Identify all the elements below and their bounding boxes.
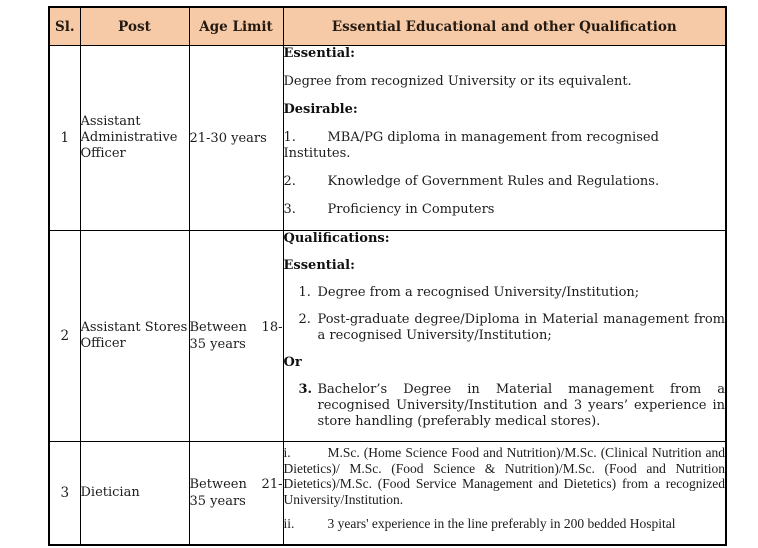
recruitment-posts-table xyxy=(48,6,727,546)
essential-heading: Essential: xyxy=(283,258,355,273)
item-text: 3 years' experience in the line preferably in 200 bedded Hospital xyxy=(327,516,676,531)
qualifications-heading: Qualifications: xyxy=(283,231,390,246)
item-number: 3. xyxy=(298,382,313,397)
or-heading: Or xyxy=(283,355,302,370)
item-text: Proficiency in Computers xyxy=(327,202,495,217)
item-number: ii. xyxy=(283,516,295,531)
desirable-item xyxy=(284,202,726,218)
desirable-item xyxy=(284,130,726,162)
age-limit-cell xyxy=(189,46,283,231)
age-limit-cell xyxy=(189,231,283,442)
item-number: 2. xyxy=(283,174,296,189)
item-text: Degree from a recognised University/Institution; xyxy=(317,285,640,300)
item-number: 1. xyxy=(298,285,311,300)
essential-heading: Essential: xyxy=(283,46,355,61)
item-text: Knowledge of Government Rules and Regulations. xyxy=(327,174,660,189)
post-cell: Dietician xyxy=(80,442,189,545)
header-cell-qualification: Essential Educational and other Qualification xyxy=(283,7,726,46)
item-text: M.Sc. (Home Science Food and Nutrition)/M.Sc. (Clinical Nutrition and Dietetics)/ M.Sc. (Food Science & Nutrition)/M.Sc. (Food and Nutrition Dietetics)/M.Sc. (Food Service Management and Dietetics) from a recognized University/Institution. xyxy=(283,445,725,507)
post-cell: Assistant Administrative Officer xyxy=(80,46,189,231)
essential-item xyxy=(284,285,726,301)
header-cell-sl: Sl. xyxy=(49,7,80,46)
qualification-cell xyxy=(283,46,726,231)
sl-cell: 2 xyxy=(49,231,80,442)
essential-item xyxy=(284,312,726,344)
age-limit-cell xyxy=(189,442,283,545)
age-line: 35 years xyxy=(189,493,246,509)
header-cell-age-limit: Age Limit xyxy=(189,7,283,46)
qualification-cell xyxy=(283,231,726,442)
qualification-item xyxy=(284,516,726,532)
item-text: MBA/PG diploma in management from recognised Institutes. xyxy=(283,130,659,161)
age-line: 35 years xyxy=(189,337,246,352)
header-row xyxy=(49,7,726,46)
post-cell: Assistant Stores Officer xyxy=(80,231,189,442)
item-text: Bachelor’s Degree in Material management from a recognised University/Institution and 3 years’ experience in store handling (preferably medical stores). xyxy=(317,382,725,429)
sl-cell: 3 xyxy=(49,442,80,545)
age-line: 21-30 years xyxy=(189,130,267,146)
item-number: 3. xyxy=(283,202,296,217)
essential-item xyxy=(284,382,726,430)
qualification-item xyxy=(284,445,726,507)
age-line: Between 21- xyxy=(189,476,283,492)
qualification-cell xyxy=(283,442,726,545)
item-number: 1. xyxy=(283,130,296,145)
table-row-1 xyxy=(49,46,726,231)
age-line: Between 18- xyxy=(189,320,283,335)
header-cell-post: Post xyxy=(80,7,189,46)
item-number: i. xyxy=(283,445,291,460)
item-text: Post-graduate degree/Diploma in Material management from a recognised University/Institution; xyxy=(317,312,725,343)
desirable-heading: Desirable: xyxy=(283,102,358,117)
desirable-item xyxy=(284,174,726,190)
sl-cell: 1 xyxy=(49,46,80,231)
table-row-3 xyxy=(49,442,726,545)
table-row-2 xyxy=(49,231,726,442)
item-number: 2. xyxy=(298,312,311,327)
essential-text: Degree from recognized University or its equivalent. xyxy=(283,74,632,89)
